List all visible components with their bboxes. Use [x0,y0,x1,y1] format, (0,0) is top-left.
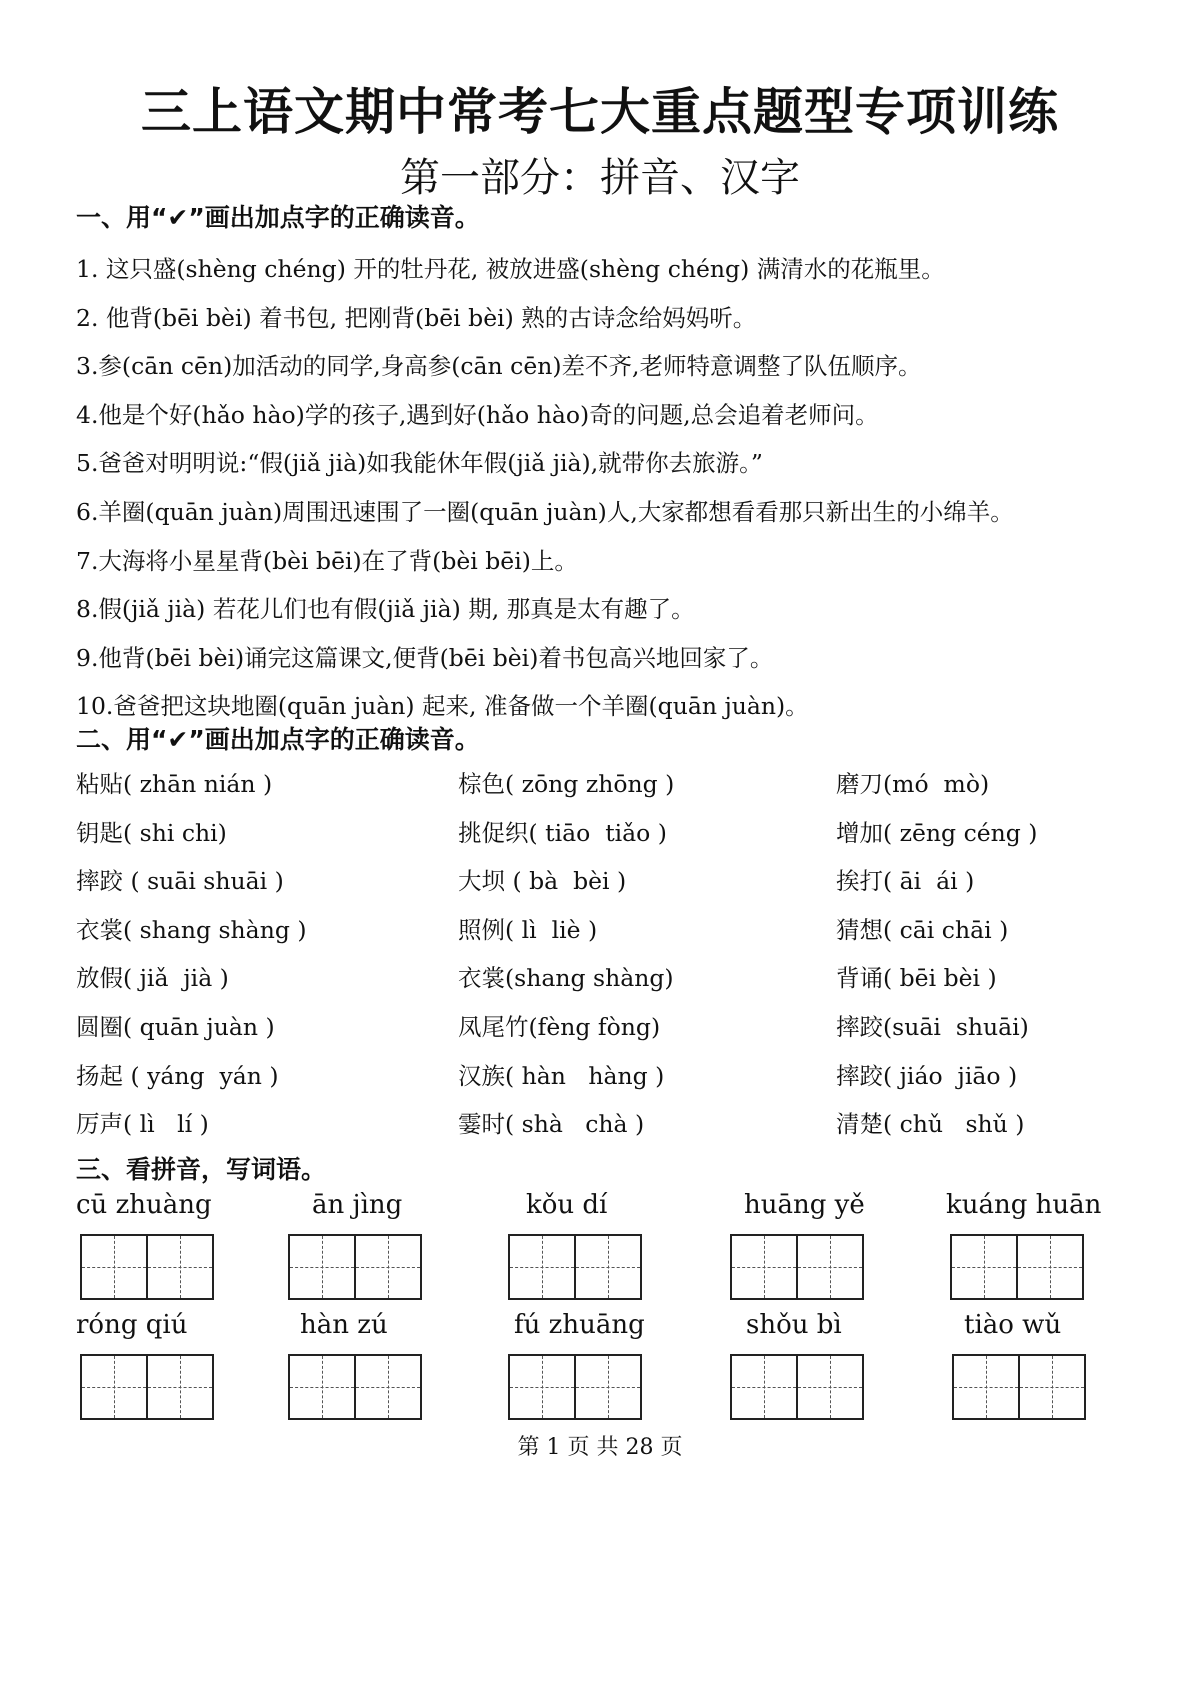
tian-grid-writing-box[interactable] [80,1354,214,1420]
word-choice: 圆圈( quān juàn ) [76,1012,275,1041]
page-title: 三上语文期中常考七大重点题型专项训练 [141,83,1059,141]
question-item: 7.大海将小星星背(bèi bēi)在了背(bèi bēi)上。 [76,546,578,575]
section1-heading: 一、用“✔”画出加点字的正确读音。 [76,203,480,232]
word-choice: 扬起 ( yáng yán ) [76,1061,279,1090]
word-choice: 凤尾竹(fèng fòng) [458,1012,661,1041]
tian-grid-writing-box[interactable] [508,1234,642,1300]
tian-grid-writing-box[interactable] [80,1234,214,1300]
word-choice: 衣裳( shang shàng ) [76,915,307,944]
pinyin-label: kuáng huān [946,1190,1102,1220]
tian-grid-writing-box[interactable] [288,1354,422,1420]
section1-question-list [76,252,1176,738]
word-row [76,816,1176,865]
question-item: 5.爸爸对明明说:“假(jiǎ jià)如我能休年假(jiǎ jià),就带你去旅游。” [76,449,763,478]
word-row [76,1059,1176,1108]
tian-grid-writing-box[interactable] [288,1234,422,1300]
word-choice: 挑促织( tiāo tiǎo ) [458,818,667,847]
word-row [76,767,1176,816]
word-row [76,913,1176,962]
tian-grid-writing-box[interactable] [950,1234,1084,1300]
pinyin-label: shǒu bì [746,1310,842,1340]
word-choice: 清楚( chǔ shǔ ) [836,1110,1025,1139]
question-item: 4.他是个好(hǎo hào)学的孩子,遇到好(hǎo hào)奇的问题,总会追着老师问。 [76,400,879,429]
question-item: 10.爸爸把这块地圈(quān juàn) 起来, 准备做一个羊圈(quān juàn)。 [76,692,809,721]
word-choice: 汉族( hàn hàng ) [458,1061,665,1090]
pinyin-label: kǒu dí [526,1190,608,1220]
word-choice: 挨打( āi ái ) [836,867,975,896]
pinyin-label: hàn zú [300,1310,388,1340]
pinyin-label: róng qiú [76,1310,188,1340]
pinyin-label: huāng yě [744,1190,865,1220]
tian-grid-writing-box[interactable] [952,1354,1086,1420]
word-choice: 大坝 ( bà bèi ) [458,867,627,896]
word-choice: 厉声( lì lí ) [76,1110,209,1139]
word-choice: 衣裳(shang shàng) [458,964,674,993]
tian-grid-writing-box[interactable] [730,1234,864,1300]
word-choice: 摔跤 ( suāi shuāi ) [76,867,284,896]
page-number-footer: 第 1 页 共 28 页 [517,1435,683,1460]
pinyin-label: fú zhuāng [514,1310,645,1340]
word-choice: 摔跤( jiáo jiāo ) [836,1061,1018,1090]
word-choice: 猜想( cāi chāi ) [836,915,1009,944]
page-subtitle: 第一部分：拼音、汉字 [400,155,800,201]
word-row [76,961,1176,1010]
question-item: 2. 他背(bēi bèi) 着书包, 把刚背(bēi bèi) 熟的古诗念给妈妈听。 [76,303,757,332]
word-choice: 增加( zēng céng ) [836,818,1038,847]
word-choice: 放假( jiǎ jià ) [76,964,229,993]
tian-grid-writing-box[interactable] [730,1354,864,1420]
word-row [76,864,1176,913]
word-choice: 霎时( shà chà ) [458,1110,645,1139]
word-row [76,1010,1176,1059]
word-choice: 照例( lì liè ) [458,915,598,944]
pinyin-label: cū zhuàng [76,1190,212,1220]
section3-heading: 三、看拼音，写词语。 [76,1155,327,1184]
question-item: 6.羊圈(quān juàn)周围迅速围了一圈(quān juàn)人,大家都想看看那只新出生的小绵羊。 [76,497,1014,526]
word-choice: 摔跤(suāi shuāi) [836,1012,1029,1041]
question-item: 9.他背(bēi bèi)诵完这篇课文,便背(bēi bèi)着书包高兴地回家了。 [76,643,774,672]
question-item: 8.假(jiǎ jià) 若花儿们也有假(jiǎ jià) 期, 那真是太有趣了。 [76,595,695,624]
pinyin-label: tiào wǔ [964,1310,1062,1340]
pinyin-label: ān jìng [312,1190,403,1220]
word-choice: 钥匙( shi chi) [76,818,227,847]
word-choice: 背诵( bēi bèi ) [836,964,997,993]
tian-grid-writing-box[interactable] [508,1354,642,1420]
question-item: 3.参(cān cēn)加活动的同学,身高参(cān cēn)差不齐,老师特意调整了队伍顺序。 [76,352,922,381]
section2-word-grid [76,767,1176,1156]
word-choice: 粘贴( zhān nián ) [76,770,273,798]
word-choice: 棕色( zōng zhōng ) [458,770,675,798]
word-choice: 磨刀(mó mò) [836,770,990,798]
word-row [76,1107,1176,1156]
section2-heading: 二、用“✔”画出加点字的正确读音。 [76,725,480,754]
question-item: 1. 这只盛(shèng chéng) 开的牡丹花, 被放进盛(shèng chéng) 满清水的花瓶里。 [76,255,945,283]
